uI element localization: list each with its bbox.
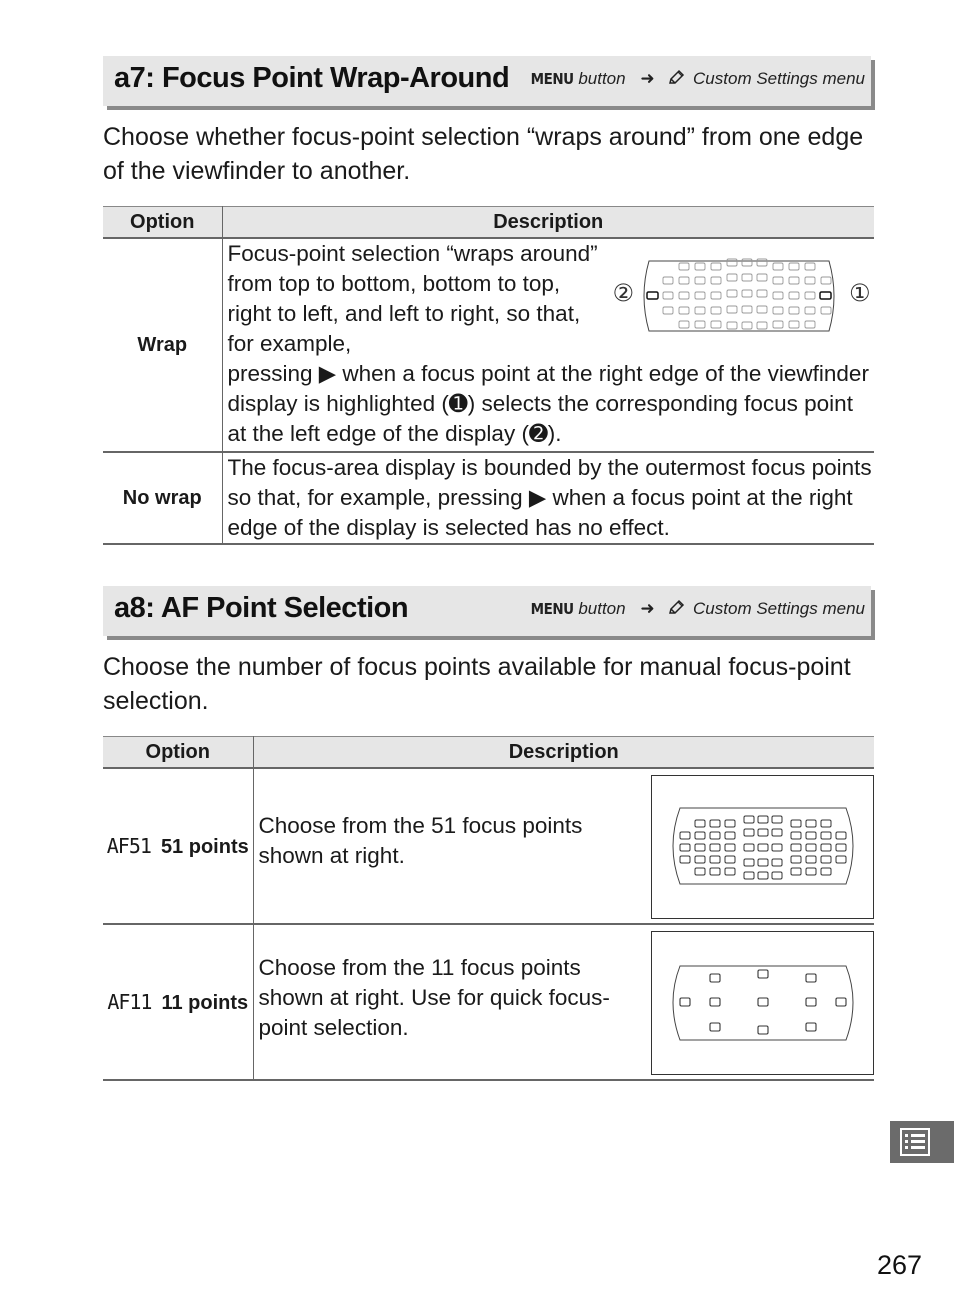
page-number: 267 xyxy=(876,1250,922,1280)
wrap-description-top: Focus-point selection “wraps around” from top to bottom, bottom to top, right to left, and left to right, so that, for example, xyxy=(227,241,598,356)
diagram-11-points-box xyxy=(651,931,874,1075)
11-points-description: Choose from the 11 focus points shown at right. Use for quick focus-point selection. xyxy=(253,924,651,1080)
a8-options-table xyxy=(103,736,874,1081)
af51-icon: AF51 xyxy=(106,833,151,858)
menu-path-a8 xyxy=(531,599,865,619)
option-label: 51 points xyxy=(160,835,249,858)
column-header-option: Option xyxy=(103,207,222,239)
option-51-points xyxy=(103,768,253,924)
option-label: 11 points xyxy=(161,991,249,1014)
menu-button-label: MENU xyxy=(530,600,574,618)
menu-button-label: MENU xyxy=(530,70,574,88)
menu-path-a7 xyxy=(531,69,865,89)
column-header-description: Description xyxy=(222,207,874,239)
pencil-icon xyxy=(667,599,685,618)
arrow-right-icon: ➜ xyxy=(640,69,655,88)
section-header-a8 xyxy=(103,586,871,636)
callout-1: ① xyxy=(848,280,871,307)
description-cell xyxy=(222,238,874,452)
chapter-tab xyxy=(890,1121,954,1163)
table-row xyxy=(103,238,874,452)
custom-settings-menu-label: Custom Settings menu xyxy=(693,69,865,88)
table-row xyxy=(103,452,874,544)
button-word: button xyxy=(578,69,626,88)
wrap-diagram xyxy=(613,253,873,339)
viewfinder-51-points-diagram xyxy=(639,253,839,339)
section-header-a7 xyxy=(103,56,871,106)
custom-settings-menu-label: Custom Settings menu xyxy=(693,599,865,618)
section-title-a7: a7: Focus Point Wrap-Around xyxy=(114,62,510,94)
a8-intro: Choose the number of focus points available for manual focus-point selection. xyxy=(103,653,851,715)
menu-list-icon xyxy=(900,1128,930,1156)
arrow-right-icon: ➜ xyxy=(640,599,655,618)
pencil-icon xyxy=(667,69,685,88)
callout-2: ② xyxy=(612,280,635,307)
wrap-description-bottom: pressing ▶ when a focus point at the right edge of the viewfinder display is highlighted (➊) selects the corresponding focus point at the left edge of the display (➋). xyxy=(227,361,869,446)
af11-icon: AF11 xyxy=(107,989,152,1014)
a7-intro: Choose whether focus-point selection “wraps around” from one edge of the viewfinder to another. xyxy=(103,123,864,185)
table-row xyxy=(103,768,874,924)
option-11-points xyxy=(103,924,253,1080)
diagram-cell xyxy=(651,924,874,1080)
button-word: button xyxy=(578,599,626,618)
diagram-cell xyxy=(651,768,874,924)
a7-options-table xyxy=(103,206,874,545)
no-wrap-description: The focus-area display is bounded by the outermost focus points so that, for example, pressing ▶ when a focus point at the right edge of the display is selected has no effect. xyxy=(222,452,874,544)
option-no-wrap: No wrap xyxy=(103,452,222,544)
51-points-description: Choose from the 51 focus points shown at right. xyxy=(253,768,651,924)
option-wrap: Wrap xyxy=(103,238,222,452)
diagram-51-points-box xyxy=(651,775,874,919)
column-header-option: Option xyxy=(103,737,253,769)
viewfinder-11-points-diagram xyxy=(652,932,873,1074)
viewfinder-51-points-diagram xyxy=(652,776,873,918)
column-header-description: Description xyxy=(253,737,874,769)
section-title-a8: a8: AF Point Selection xyxy=(114,592,409,624)
table-row xyxy=(103,924,874,1080)
